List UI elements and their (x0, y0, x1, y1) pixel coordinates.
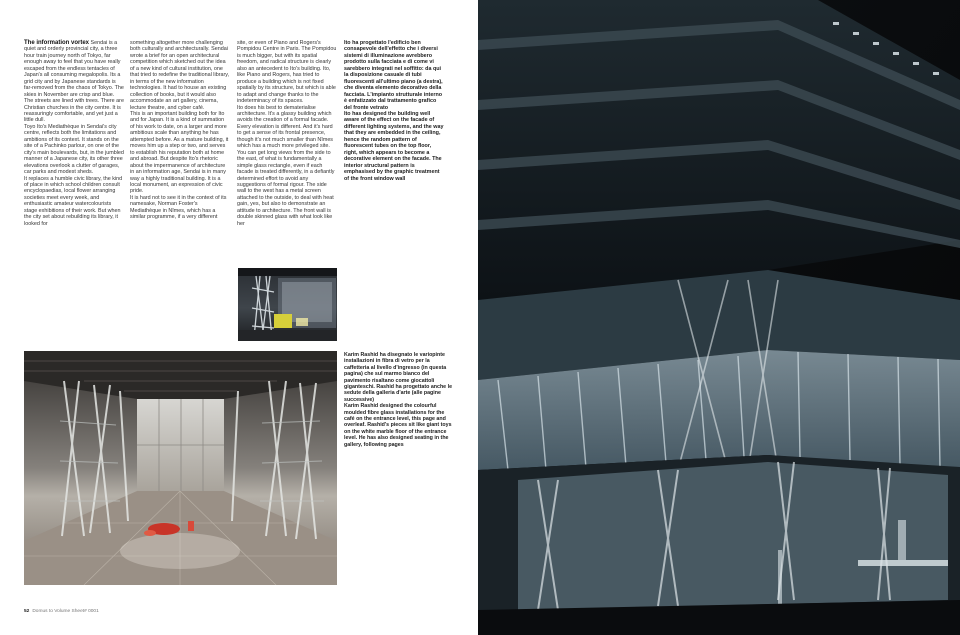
mediatheque-night-photo (478, 0, 960, 635)
entrance-level-photo (24, 351, 337, 585)
article-column-1-text: Sendai is a quiet and orderly provincial city, a three hour train journey north of Tokyo, far enough away to feel that you have really escaped from the endless tentacles of Japan's all consuming megalopolis. Its a grid city and by Japanese standards is far-removed from the chaos of Tokyo. The skies in November are crisp and blue. The streets are lined with trees. There are Christian churches in the city centre. It is reassuringly comfortable, and yet just a little dull. Toyo Ito's Mediathèque in Sendai's city centre, reflects both the limitations and ambitions of its context. It stands on the site of a Pachinko parlour, on one of the city's main boulevards, but, in the jumbled manner of a Japanese city, its other three elevations overlook a clutter of garages, car parks and modest sheds. It replaces a humble civic library, the kind of place in which school children consult encyclopaedias, local flower arranging societies meet every week, and enthusiastic amateur watercolourists stage exhibitions of their work. But when the city set about rebuilding its library, it looked for (24, 40, 124, 227)
article-column-3: site, or even of Piano and Rogers's Pompidou Centre in Paris. The Pompidou is much bigger, but with its spatial freedom, and radical structure is clearly also an antecedent to Ito's building. Ito, like Piano and Rogers, has tried to produce a building which is not fixed spatially by its structure, but which is able to adapt and change thanks to the indeterminacy of its spaces. Ito does his best to dematerialise architecture. It's a glassy building which avoids the creation of a formal facade. Every elevation is different. And it's hard to get a sense of its frontal presence, though it's not much smaller than Nîmes which has a much more privileged site. You can get long views from the side to the east, of what is fundamentally a simple glass rectangle, even if each facade is treated differently, in a defiantly determined effort to avoid any suggestions of formal rigour. The side wall to the west has a metal screen attached to the outside, to deal with heat gain, yes, but also to demonstrate an attitude to architecture. The front wall is double skinned glass with what look like her (237, 40, 337, 227)
article-column-2: something altogether more challenging both culturally and architecturally. Sendai wrote a brief for an open architectural competition which sketched out the idea of a new kind of cultural institution, one that tried to redefine the traditional library, in terms of the new information technologies. It had to house an existing collection of books, but it would also accommodate an art gallery, cinema, lecture theatre, and cyber café. This is an important building both for Ito and for Japan. It is a kind of summation of his work to date, on a larger and more ambitious scale than anything he has attempted before. As a mature building, it moves him up a step or two, and serves to establish his reputation both at home and abroad. But despite Ito's rhetoric about the impermanence of architecture in an information age, Sendai is in many way a highly traditional building. It is a local monument, an expression of civic pride. It is hard not to see it in the context of its namesake, Norman Foster's Mediathèque in Nîmes, which has a similar programme, if a very different (130, 40, 230, 221)
article-column-1 (24, 40, 124, 227)
interior-tube-photo (238, 268, 337, 341)
article-lead-title: The information vortex (24, 40, 90, 46)
page-number: 52 (24, 609, 30, 614)
building-caption: Ito ha progettato l'edificio ben consapevole dell'effetto che i diversi sistemi di illuminazione avrebbero prodotto sulla facciata e di come vi sarebbero integrati nel soffitto: da qui la disposizione casuale di tubi fluorescenti all'ultimo piano (a destra), che diventa elemento decorativo della facciata. L'impianto strutturale interno è enfatizzato dal trattamento grafico del fronte vetrato Ito has designed the building well aware of the effect on the facade of different lighting systems, and the way that they are embedded in the ceiling, hence the random pattern of fluorescent tubes on the top floor, right, which appears to become a decorative element on the facade. The interior structural pattern is emphasised by the graphic treatment of the front window wall (344, 40, 444, 182)
publication-name: Domus to Volume Sheet# 0001 (32, 609, 99, 614)
interior-photo-caption: Karim Rashid ha disegnato le variopinte installazioni in fibra di vetro per la caffetteria al livello d'ingresso (in questa pagina) che sul marmo bianco del pavimento risaltano come giocattoli giganteschi. Rashid ha progettato anche le sedute della galleria d'arte (alle pagine successive) Karim Rashid designed the colourful moulded fibre glass installations for the café on the entrance level, this page and overleaf. Rashid's pieces sit like giant toys on the white marble floor of the entrance level. He has also designed seating in the gallery, following pages (344, 352, 453, 448)
page-footer (24, 609, 99, 614)
